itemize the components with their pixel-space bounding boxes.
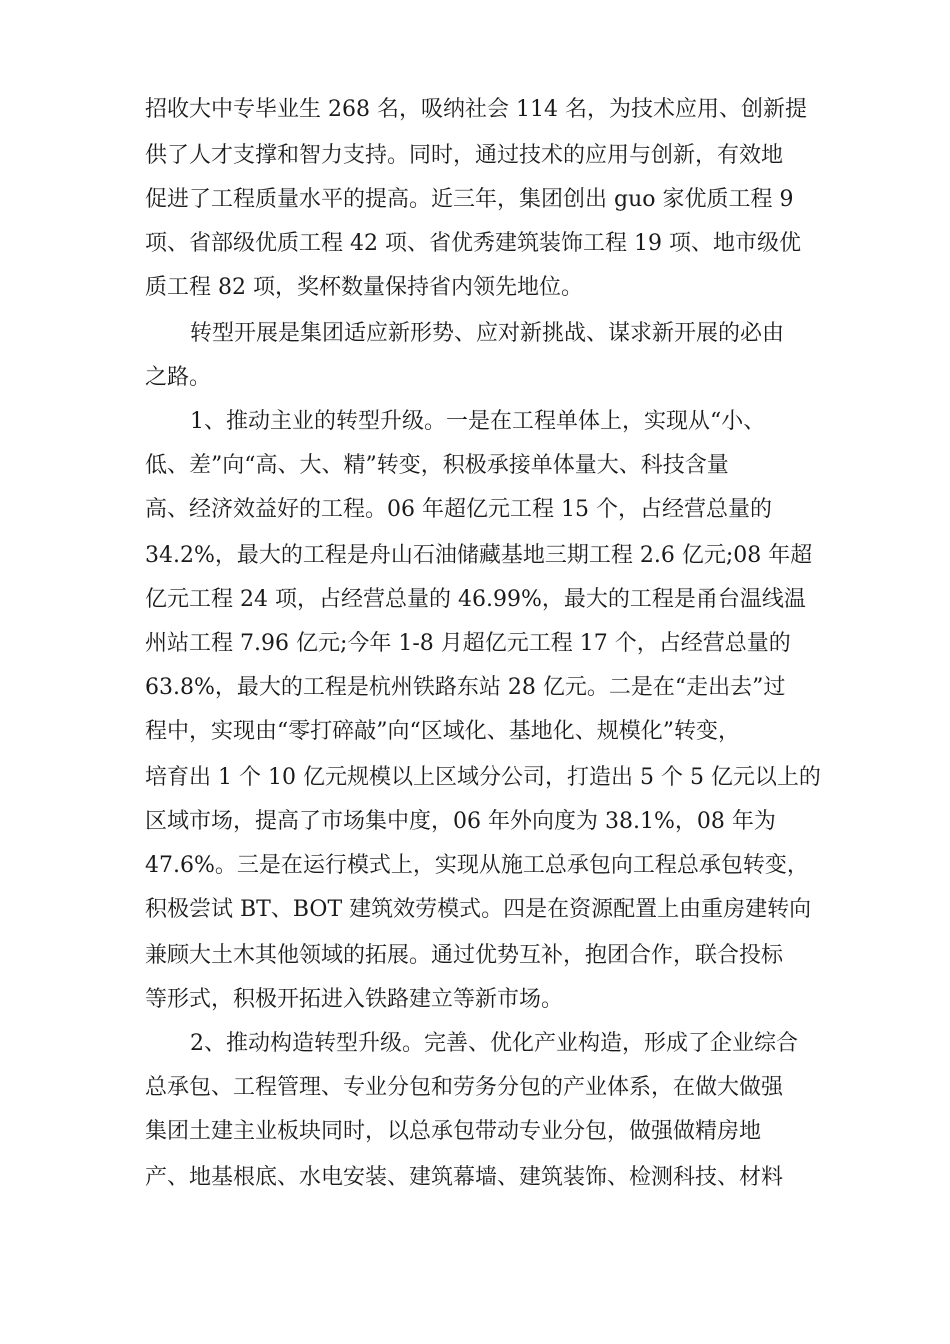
text-line: 项、省部级优质工程 42 项、省优秀建筑装饰工程 19 项、地市级优 — [145, 231, 801, 256]
text-line: 等形式，积极开拓进入铁路建立等新市场。 — [145, 987, 564, 1012]
text-line: 集团土建主业板块同时，以总承包带动专业分包，做强做精房地 — [145, 1119, 762, 1144]
text-line: 低、差”向“高、大、精”转变，积极承接单体量大、科技含量 — [145, 453, 729, 478]
text-line: 积极尝试 BT、BOT 建筑效劳模式。四是在资源配置上由重房建转向 — [145, 897, 812, 922]
text-line: 产、地基根底、水电安装、建筑幕墙、建筑装饰、检测科技、材料 — [145, 1165, 784, 1190]
text-line: 之路。 — [145, 365, 212, 390]
text-line: 招收大中专毕业生 268 名，吸纳社会 114 名，为技术应用、创新提 — [145, 97, 807, 122]
text-line: 区域市场，提高了市场集中度，06 年外向度为 38.1%，08 年为 — [145, 809, 776, 834]
text-line: 州站工程 7.96 亿元;今年 1-8 月超亿元工程 17 个，占经营总量的 — [145, 631, 791, 656]
text-line: 质工程 82 项，奖杯数量保持省内领先地位。 — [145, 275, 583, 300]
text-line: 培育出 1 个 10 亿元规模以上区域分公司，打造出 5 个 5 亿元以上的 — [145, 765, 821, 790]
paragraph-start-line: 转型开展是集团适应新形势、应对新挑战、谋求新开展的必由 — [190, 321, 785, 346]
text-line: 63.8%，最大的工程是杭州铁路东站 28 亿元。二是在“走出去”过 — [145, 675, 786, 700]
text-line: 47.6%。三是在运行模式上，实现从施工总承包向工程总承包转变， — [145, 853, 809, 878]
text-line: 供了人才支撑和智力支持。同时，通过技术的应用与创新，有效地 — [145, 143, 784, 168]
text-line: 亿元工程 24 项，占经营总量的 46.99%，最大的工程是甬台温线温 — [145, 587, 806, 612]
text-line: 高、经济效益好的工程。06 年超亿元工程 15 个，占经营总量的 — [145, 497, 772, 522]
text-line: 兼顾大土木其他领域的拓展。通过优势互补，抱团合作，联合投标 — [145, 943, 784, 968]
text-line: 促进了工程质量水平的提高。近三年，集团创出 guo 家优质工程 9 — [145, 187, 794, 212]
text-line: 程中，实现由“零打碎敲”向“区域化、基地化、规模化”转变， — [145, 719, 740, 744]
paragraph-start-line: 2、推动构造转型升级。完善、优化产业构造，形成了企业综合 — [190, 1031, 798, 1056]
text-line: 总承包、工程管理、专业分包和劳务分包的产业体系，在做大做强 — [145, 1075, 784, 1100]
text-line: 34.2%，最大的工程是舟山石油储藏基地三期工程 2.6 亿元;08 年超 — [145, 543, 813, 568]
paragraph-start-line: 1、推动主业的转型升级。一是在工程单体上，实现从“小、 — [190, 409, 766, 434]
